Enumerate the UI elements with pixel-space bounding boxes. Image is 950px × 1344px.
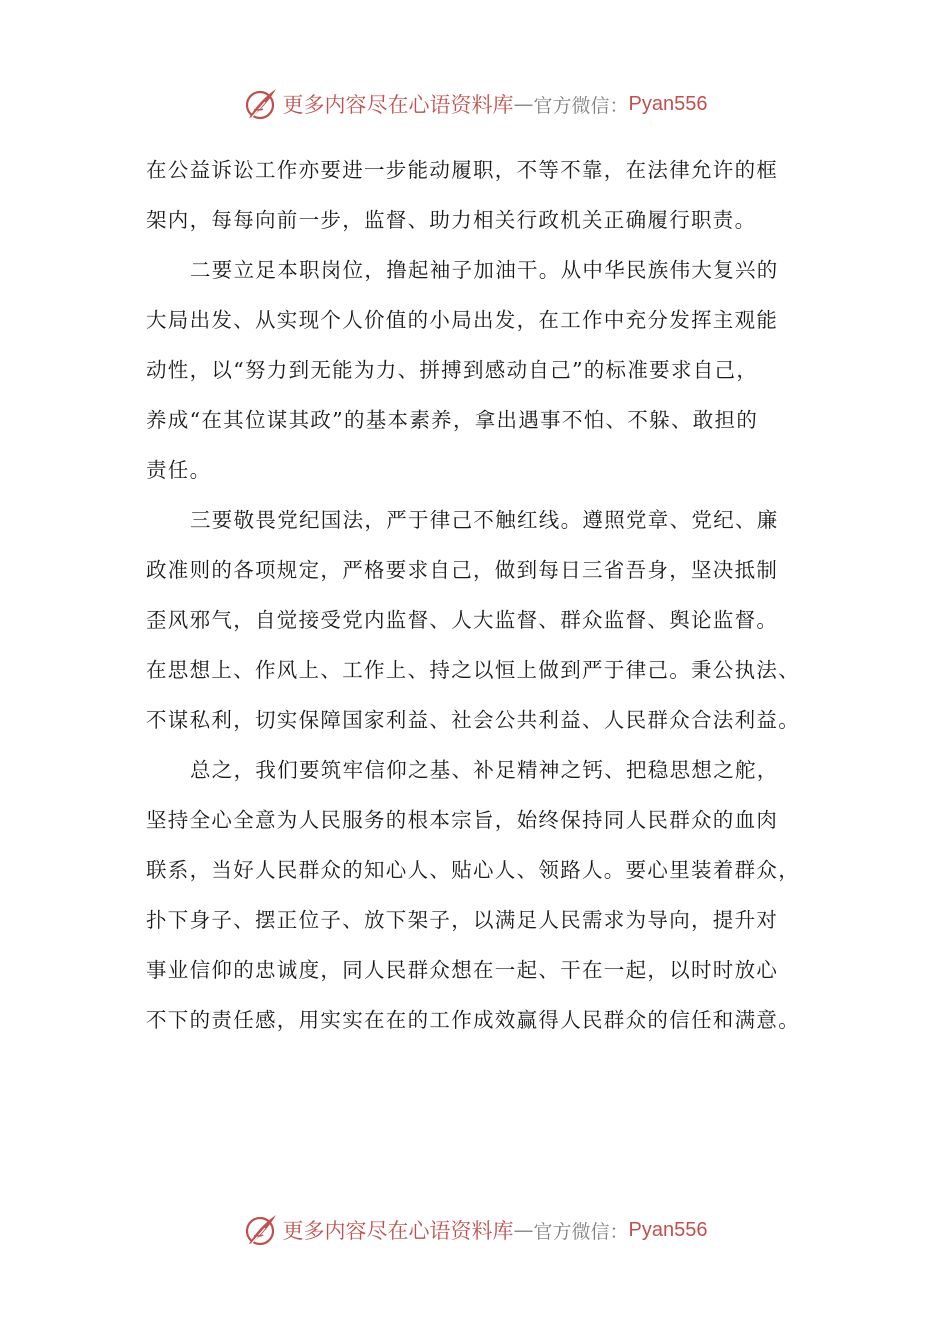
text-line-13: 总之，我们要筑牢信仰之基、补足精神之钙、把稳思想之舵， bbox=[190, 758, 779, 782]
text-line-15: 联系，当好人民群众的知心人、贴心人、领路人。要心里装着群众， bbox=[146, 858, 800, 882]
text-line-17: 事业信仰的忠诚度，同人民群众想在一起、干在一起，以时时放心 bbox=[146, 958, 779, 982]
text-line-2: 架内，每每向前一步，监督、助力相关行政机关正确履行职责。 bbox=[146, 208, 757, 232]
footer-slogan: 更多内容尽在心语资料库 bbox=[282, 1219, 514, 1243]
text-line-4: 大局出发、从实现个人价值的小局出发，在工作中充分发挥主观能 bbox=[146, 308, 779, 332]
text-line-7: 责任。 bbox=[146, 458, 212, 482]
header-slogan: 更多内容尽在心语资料库 bbox=[282, 93, 514, 117]
text-line-9: 政准则的各项规定，严格要求自己，做到每日三省吾身，坚决抵制 bbox=[146, 558, 779, 582]
text-line-18: 不下的责任感，用实实在在的工作成效赢得人民群众的信任和满意。 bbox=[146, 1008, 800, 1032]
document-body bbox=[146, 150, 826, 1050]
text-line-16: 扑下身子、摆正位子、放下架子，以满足人民需求为导向，提升对 bbox=[146, 908, 779, 932]
text-line-6: 养成“在其位谋其政”的基本素养，拿出遇事不怕、不躲、敢担的 bbox=[146, 408, 759, 432]
text-line-11: 在思想上、作风上、工作上、持之以恒上做到严于律己。秉公执法、 bbox=[146, 658, 800, 682]
footer-dash: — bbox=[513, 1218, 534, 1242]
text-line-5: 动性，以“努力到无能为力、拼搏到感动自己”的标准要求自己， bbox=[146, 358, 759, 382]
header-dash: — bbox=[513, 92, 534, 116]
text-line-12: 不谋私利，切实保障国家利益、社会公共利益、人民群众合法利益。 bbox=[146, 708, 800, 732]
quill-logo-icon bbox=[243, 1212, 279, 1248]
text-line-1: 在公益诉讼工作亦要进一步能动履职，不等不靠，在法律允许的框 bbox=[146, 158, 779, 182]
text-line-8: 三要敬畏党纪国法，严于律己不触红线。遵照党章、党纪、廉 bbox=[190, 508, 779, 532]
text-line-3: 二要立足本职岗位，撸起袖子加油干。从中华民族伟大复兴的 bbox=[190, 258, 779, 282]
footer-wechat-id: Pyan556 bbox=[628, 1218, 708, 1241]
text-line-10: 歪风邪气，自觉接受党内监督、人大监督、群众监督、舆论监督。 bbox=[146, 608, 779, 632]
header-wechat-id: Pyan556 bbox=[628, 92, 708, 115]
footer-banner bbox=[0, 1210, 950, 1250]
header-wechat-label: 官方微信： bbox=[533, 94, 629, 117]
text-line-14: 坚持全心全意为人民服务的根本宗旨，始终保持同人民群众的血肉 bbox=[146, 808, 779, 832]
footer-wechat-label: 官方微信： bbox=[533, 1220, 629, 1243]
header-banner bbox=[0, 84, 950, 124]
quill-logo-icon bbox=[243, 86, 279, 122]
